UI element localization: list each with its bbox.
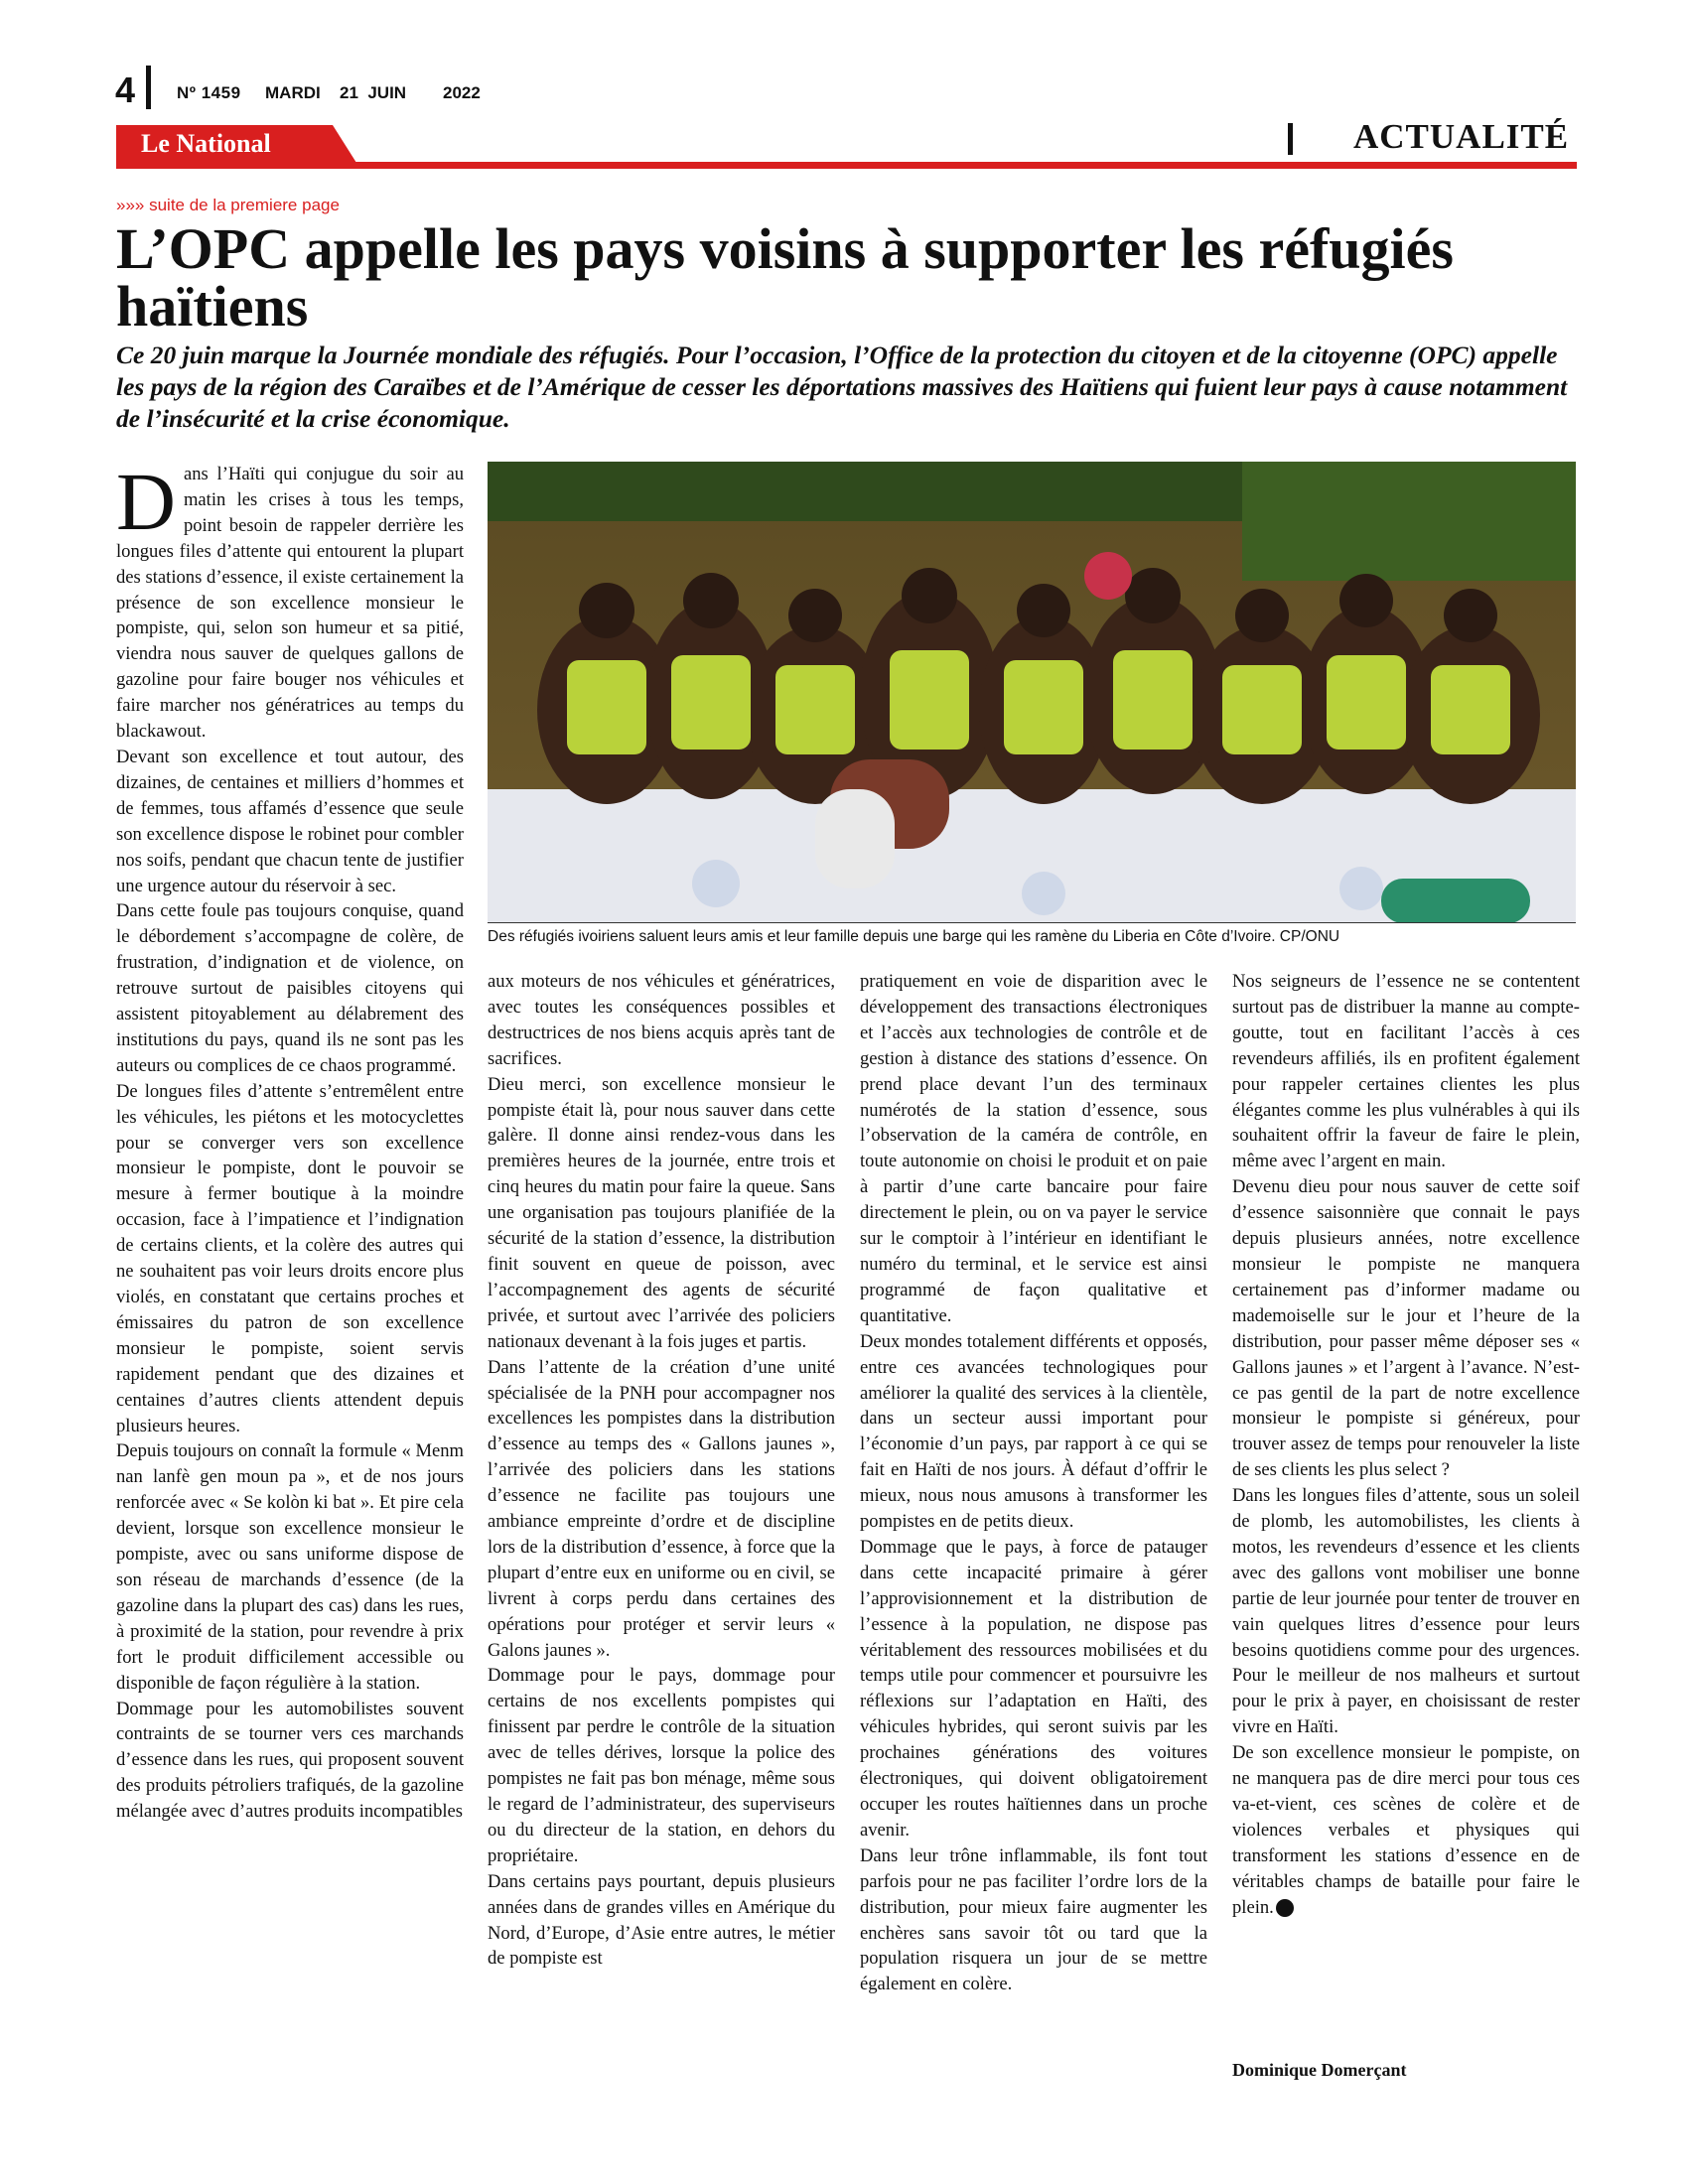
issue-number: Nº 1459 bbox=[177, 83, 241, 102]
continuation-note: »»» suite de la premiere page bbox=[116, 196, 340, 214]
paragraph: Dans leur trône inflammable, ils font tout parfois pour ne pas faciliter l’ordre lors de la distribution, pour mieux faire augmenter les enchères sans savoir tôt ou tard que la population risquera un jour de se mettre également en colère. bbox=[860, 1844, 1207, 1995]
caption-rule bbox=[488, 922, 1576, 923]
headline: L’OPC appelle les pays voisins à supporter les réfugiés haïtiens bbox=[116, 216, 1454, 339]
paragraph: Dommage pour le pays, dommage pour certains de nos excellents pompistes qui finissent par perdre le contrôle de la situation avec de telles dérives, lorsque la police des pompistes ne fait pas bon ménage, même sous le regard de l’administrateur, des superviseurs ou du directeur de la station, en dehors du propriétaire. bbox=[488, 1665, 835, 1866]
paragraph: Dieu merci, son excellence monsieur le pompiste était là, pour nous sauver dans cette galère. Il donne ainsi rendez-vous dans les premières heures de la journée, entre trois et cinq heures du matin pour faire la queue. Sans une organisation pas toujours planifiée de la sécurité de la station d’essence, la distribution finit souvent en queue de poisson, avec l’accompagnement des agents de sécurité privée, et surtout avec l’arrivée des policiers nationaux devenant à la fois juges et partis. bbox=[488, 1073, 835, 1352]
paragraph: aux moteurs de nos véhicules et génératrices, avec toutes les conséquences possibles et destructrices de nos biens acquis après tant de sacrifices. bbox=[488, 971, 835, 1069]
paragraph: Devenu dieu pour nous sauver de cette soif d’essence saisonnière que connait le pays depuis plusieurs années, notre excellence monsieur le pompiste ne manquera certainement pas d’informer madame ou mademoiselle sur le jour et l’heure de la distribution, pour passer même déposer ses « Gallons jaunes » et l’argent à l’avance. N’est-ce pas gentil de la part de notre excellence monsieur le pompiste si généreux, pour trouver assez de temps pour renouveler la liste de ses clients les plus select ? bbox=[1232, 1176, 1580, 1481]
paragraph: Dans certains pays pourtant, depuis plusieurs années dans de grandes villes en Amérique du Nord, d’Europe, d’Asie entre autres, le métier de pompiste est bbox=[488, 1870, 835, 1970]
page-number: 4 bbox=[115, 69, 136, 110]
header-divider bbox=[146, 66, 151, 109]
paragraph: Dommage pour les automobilistes souvent contraints de se tourner vers ces marchands d’essence dans les rues, qui proposent souvent des produits pétroliers trafiqués, de la gazoline mélangée avec d’autres produits incompatibles bbox=[116, 1698, 464, 1823]
issue-date: 21 JUIN bbox=[340, 83, 407, 102]
paragraph: De son excellence monsieur le pompiste, on ne manquera pas de dire merci pour tous ces va-et-vient, ces scènes de colère et de violences verbales et physiques qui transforment les stations d’essence en de véritables champs de bataille pour faire le plein. bbox=[1232, 1742, 1580, 1918]
paragraph: Dans l’Haïti qui conjugue du soir au matin les crises à tous les temps, point besoin de rappeler derrière les longues files d’attente qui entourent la plupart des stations d’essence, il existe certainement la présence de son excellence monsieur le pompiste, qui, selon son humeur et sa pitié, viendra nous sauver de quelques gallons de gazoline pour faire bouger nos véhicules et faire marcher nos génératrices au temps du blackawout. bbox=[116, 456, 464, 743]
end-mark-icon bbox=[1276, 1899, 1294, 1917]
paragraph: Dommage que le pays, à force de patauger dans cette incapacité primaire à gérer l’approvisionnement et la distribution de l’essence à la population, ne dispose pas véritablement des ressources mobilisées et du temps utile pour commencer et poursuivre les réflexions sur l’adaptation en Haïti, des véhicules hybrides, qui seront suivis par les prochaines générations des voitures électroniques, qui doivent obligatoirement occuper les routes haïtiennes dans un proche avenir. bbox=[860, 1536, 1207, 1841]
lede: Ce 20 juin marque la Journée mondiale des réfugiés. Pour l’occasion, l’Office de la protection du citoyen et de la citoyenne (OPC) appelle les pays de la région des Caraïbes et de l’Amérique de cesser les déportations massives des Haïtiens qui fuient leur pays à cause notamment de l’insécurité et la crise économique. bbox=[116, 341, 1568, 433]
paragraph: Dans l’attente de la création d’une unité spécialisée de la PNH pour accompagner nos excellences les pompistes dans la distribution d’essence au temps des « Gallons jaunes », l’arrivée des policiers dans les stations d’essence ne facilite pas toujours une ambiance empreinte d’ordre et de discipline lors de la distribution d’essence, à force que la plupart d’entre eux en uniforme ou en civil, se livrent à corps perdu dans certaines des opérations pour protéger et servir leurs « Galons jaunes ». bbox=[488, 1356, 835, 1661]
paragraph: Devant son excellence et tout autour, des dizaines, de centaines et milliers d’hommes et de femmes, tous affamés d’essence que seule son excellence dispose le robinet pour combler nos soifs, pendant que chacun tente de justifier une urgence autour du réservoir à sec. bbox=[116, 746, 464, 896]
dropcap: D bbox=[116, 456, 176, 547]
author-signature: Dominique Domerçant bbox=[1232, 2060, 1407, 2080]
section-title: ACTUALITÉ bbox=[1353, 117, 1570, 156]
paragraph: pratiquement en voie de disparition avec le développement des transactions électroniques et l’accès aux technologies de contrôle et de gestion à distance des stations d’essence. On prend place devant l’un des terminaux numérotés de la station d’essence, sous l’observation de la caméra de contrôle, en toute autonomie on choisi le produit et on paie à partir d’une carte bancaire pour faire directement le plein, ou on va payer le service sur le comptoir à l’intérieur en identifiant le numéro du terminal, et le service est ainsi programmé de façon qualitative et quantitative. bbox=[860, 971, 1207, 1326]
paragraph: Nos seigneurs de l’essence ne se contentent surtout pas de distribuer la manne au compte-goutte, tout en facilitant l’accès à ces revendeurs affiliés, ils en profitent également pour rappeler certaines clientes les plus élégantes comme les plus vulnérables à qui ils souhaitent offrir la faveur de faire le plein, même avec l’argent en main. bbox=[1232, 971, 1580, 1172]
paragraph: Deux mondes totalement différents et opposés, entre ces avancées technologiques pour améliorer la qualité des services à la clientèle, dans un secteur aussi important pour l’économie d’un pays, par rapport à ce qui se fait en Haïti de nos jours. À défaut d’offrir le mieux, nous nous amusons à transformer les pompistes en de petits dieux. bbox=[860, 1330, 1207, 1533]
refugees-barge-photo bbox=[488, 462, 1576, 923]
paragraph: Depuis toujours on connaît la formule « Menm nan lanfè gen moun pa », et de nos jours renforcée avec « Se kolòn ki bat ». Et pire cela devient, lorsque son excellence monsieur le pompiste, avec ou sans uniforme dispose de son réseau de marchands d’essence (de la gazoline dans la plupart des cas) dans les rues, à proximité de la station, pour revendre à prix fort le produit difficilement accessible ou disponible de façon régulière à la station. bbox=[116, 1440, 464, 1694]
article-column-3 bbox=[860, 969, 1207, 1997]
brand-name: Le National bbox=[141, 129, 271, 158]
issue-year: 2022 bbox=[443, 83, 481, 102]
article-column-2 bbox=[488, 969, 835, 1972]
paragraph: De longues files d’attente s’entremêlent entre les véhicules, les piétons et les motocyclettes pour se converger vers son excellence monsieur le pompiste, dont le pouvoir se mesure à fermer boutique à la moindre occasion, face à l’impatience et l’indignation de certains clients, et la colère des autres qui ne souhaitent pas voir leurs droits encore plus violés, en constatant que certains proches et émissaires du patron de son excellence monsieur le pompiste, soient servis rapidement pendant que des dizaines et centaines d’autres clients attendent depuis plusieurs heures. bbox=[116, 1080, 464, 1436]
issue-weekday: MARDI bbox=[265, 83, 321, 102]
section-divider bbox=[1288, 123, 1293, 155]
header-rule bbox=[116, 162, 1577, 169]
article-column-4 bbox=[1232, 969, 1580, 1921]
article-column-1 bbox=[116, 456, 464, 1825]
photo-caption: Des réfugiés ivoiriens saluent leurs amis et leur famille depuis une barge qui les ramène du Liberia en Côte d’Ivoire. CP/ONU bbox=[488, 928, 1340, 945]
paragraph: Dans cette foule pas toujours conquise, quand le débordement s’accompagne de colère, de frustration, d’indignation et de violence, on retrouve surtout de paisibles citoyens qui assistent pitoyablement au délabrement des institutions du pays, quand ils ne sont pas les auteurs ou complices de ce chaos programmé. bbox=[116, 900, 464, 1076]
paragraph: Dans les longues files d’attente, sous un soleil de plomb, les automobilistes, les clients à motos, les revendeurs d’essence et les clients avec des gallons vont mobiliser une bonne partie de leur journée pour tenter de trouver en vain quelques litres d’essence pour leurs besoins quotidiens comme pour des urgences. Pour le meilleur de nos malheurs et surtout pour le prix à payer, en choisissant de rester vivre en Haïti. bbox=[1232, 1485, 1580, 1738]
